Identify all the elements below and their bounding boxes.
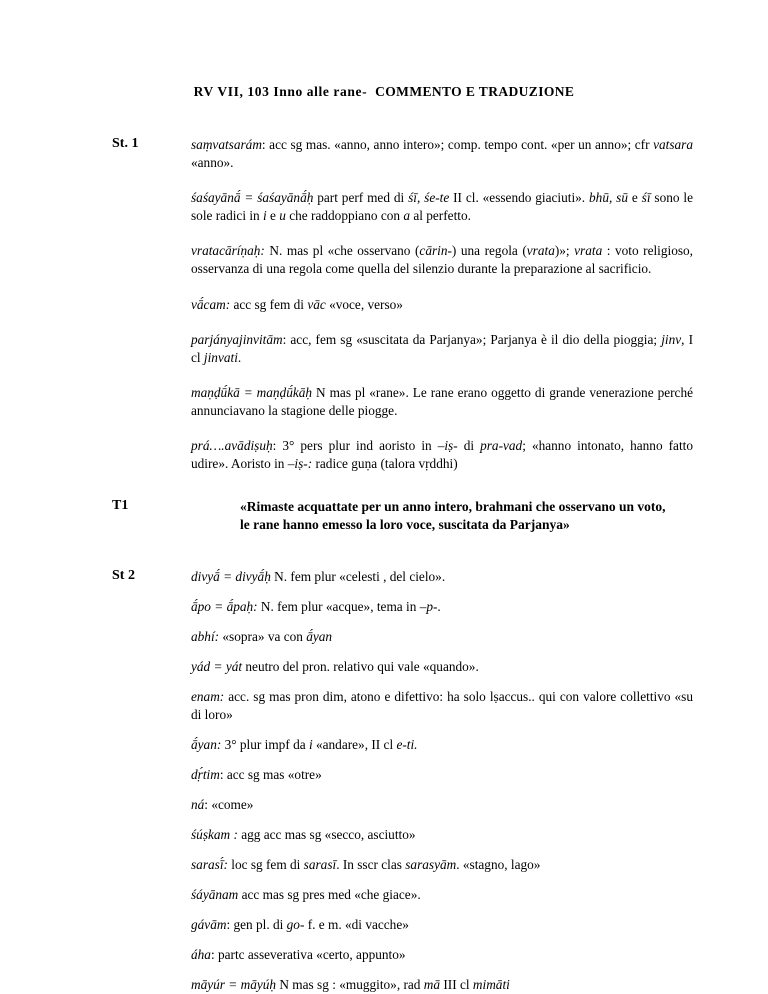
- gloss-entry: śaśayānā́ = śaśayānā́ḥ part perf med di śī, śe-te II cl. «essendo giaciuti». bhū, sū e śī sono le sole radici in i e u che raddoppiano con a al perfetto.: [191, 190, 693, 223]
- stanza-2-label: St 2: [112, 568, 135, 583]
- gloss-entry: enam: acc. sg mas pron dim, atono e difettivo: ha solo lṣaccus.. qui con valore collettivo «su di loro»: [191, 689, 693, 722]
- translation-line: «Rimaste acquattate per un anno intero, brahmani che osservano un voto,: [240, 499, 666, 514]
- translation-1-label: T1: [112, 498, 129, 513]
- gloss-entry: śáyānam acc mas sg pres med «che giace».: [191, 887, 421, 902]
- gloss-entry: dṛ́tim: acc sg mas «otre»: [191, 767, 322, 782]
- gloss-entry: prá….avādiṣuḥ: 3° pers plur ind aoristo in –iṣ- di pra-vad; «hanno intonato, hanno fatto udire». Aoristo in –iṣ-: radice guṇa (talora vṛddhi): [191, 438, 693, 471]
- gloss-entry: divyā́ = divyā́ḥ N. fem plur «celesti , del cielo».: [191, 569, 446, 584]
- gloss-entry: abhí: «sopra» va con ā́yan: [191, 629, 333, 644]
- gloss-entry: śúṣkam : agg acc mas sg «secco, asciutto»: [191, 827, 416, 842]
- stanza-1-label: St. 1: [112, 136, 139, 151]
- title-right: COMMENTO E TRADUZIONE: [375, 84, 575, 99]
- page-title: [0, 84, 768, 100]
- gloss-entry: māyúr = māyúḥ N mas sg : «muggito», rad mā III cl mimāti: [191, 977, 510, 992]
- gloss-entry: gávām: gen pl. di go- f. e m. «di vacche»: [191, 917, 409, 932]
- gloss-entry: parjányajinvitām: acc, fem sg «suscitata da Parjanya»; Parjanya è il dio della pioggia; jinv, I cl jinvati.: [191, 332, 693, 365]
- gloss-entry: áha: partc asseverativa «certo, appunto»: [191, 947, 406, 962]
- gloss-entry: vratacāríṇaḥ: N. mas pl «che osservano (cārin-) una regola (vrata)»; vrata : voto religioso, osservanza di una regola come quella del silenzio durante la preparazione al sacrificio.: [191, 243, 693, 276]
- gloss-entry: saṃvatsarám: acc sg mas. «anno, anno intero»; comp. tempo cont. «per un anno»; cfr vatsara «anno».: [191, 137, 693, 170]
- gloss-entry: ná: «come»: [191, 797, 254, 812]
- translation-line: le rane hanno emesso la loro voce, suscitata da Parjanya»: [240, 517, 570, 532]
- gloss-entry: vā́cam: acc sg fem di vāc «voce, verso»: [191, 297, 403, 312]
- gloss-entry: ā́po = ā́paḥ: N. fem plur «acque», tema in –p-.: [191, 599, 441, 614]
- title-left: RV VII, 103 Inno alle rane-: [193, 84, 368, 99]
- gloss-entry: ā́yan: 3° plur impf da i «andare», II cl e-ti.: [191, 737, 418, 752]
- gloss-entry: maṇḍū́kā = maṇḍū́kāḥ N mas pl «rane». Le rane erano oggetto di grande venerazione perché annunciavano la stagione delle piogge.: [191, 385, 693, 418]
- translation-1: [240, 498, 695, 534]
- gloss-entry: yád = yát neutro del pron. relativo qui vale «quando».: [191, 659, 479, 674]
- gloss-entry: sarasī́: loc sg fem di sarasī. In sscr clas sarasyām. «stagno, lago»: [191, 857, 541, 872]
